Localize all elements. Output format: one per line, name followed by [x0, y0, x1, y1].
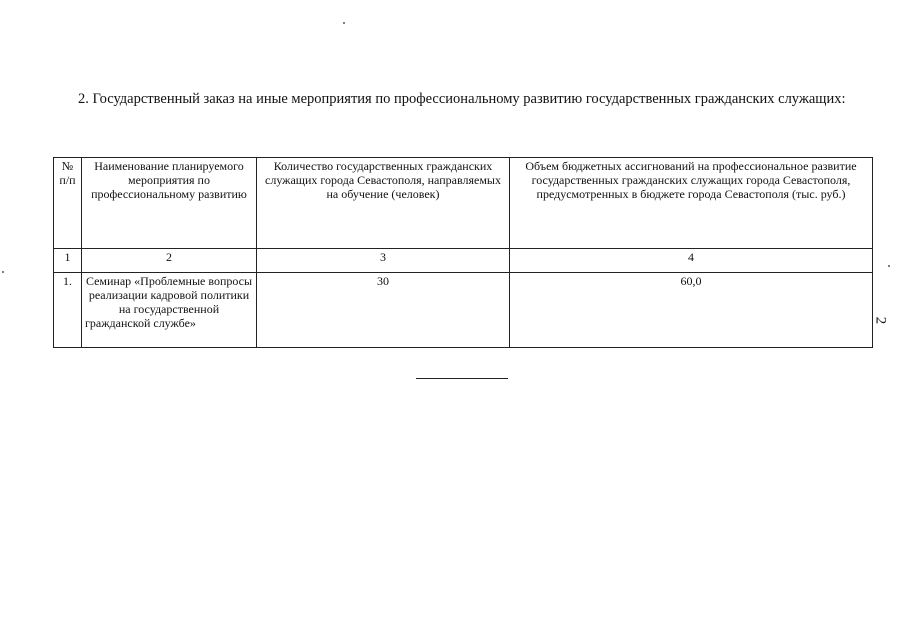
closing-rule [416, 378, 508, 379]
header-employee-count: Количество государственных гражданских служащих города Севастополя, направляемых на обучение (человек) [257, 158, 510, 249]
section-heading: 2. Государственный заказ на иные мероприятия по профессиональному развитию государственных гражданских служащих: [78, 91, 846, 107]
scan-speck [888, 265, 890, 267]
column-number: 2 [82, 249, 257, 273]
scan-speck [343, 22, 345, 24]
table-header-row [54, 158, 873, 249]
header-num: № п/п [54, 158, 82, 249]
row-num: 1. [54, 273, 82, 348]
table-row [54, 273, 873, 348]
row-employee-count: 30 [257, 273, 510, 348]
scan-speck [2, 271, 4, 273]
training-table [53, 157, 873, 348]
column-number: 1 [54, 249, 82, 273]
header-event-name: Наименование планируемого мероприятия по профессиональному развитию [82, 158, 257, 249]
column-number: 4 [510, 249, 873, 273]
column-number: 3 [257, 249, 510, 273]
page-number: 2 [872, 316, 889, 325]
row-budget: 60,0 [510, 273, 873, 348]
header-budget: Объем бюджетных ассигнований на профессиональное развитие государственных гражданских служащих города Севастополя, предусмотренных в бюджете города Севастополя (тыс. руб.) [510, 158, 873, 249]
column-number-row [54, 249, 873, 273]
row-event-name: Семинар «Проблемные вопросы реализации кадровой политики на государственной гражданской службе» [82, 273, 257, 348]
